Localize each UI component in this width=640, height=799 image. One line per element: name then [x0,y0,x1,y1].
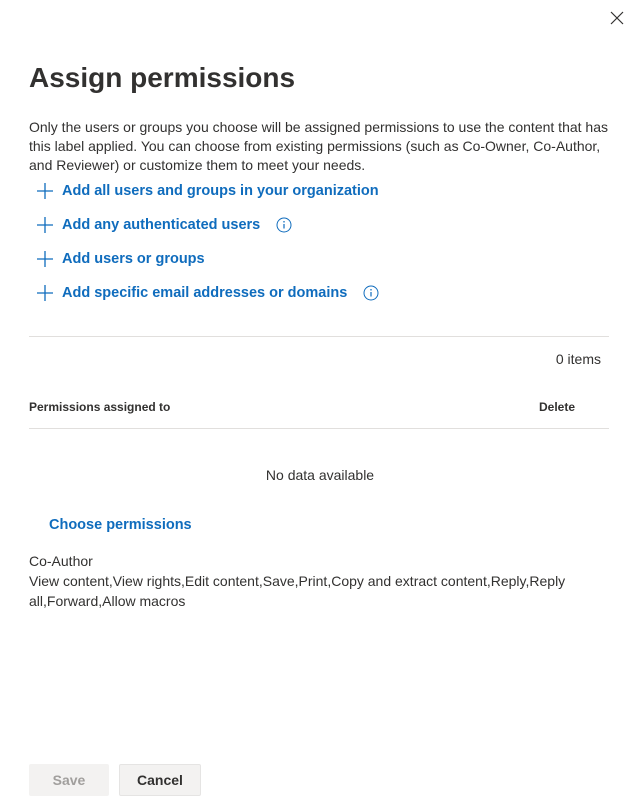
action-label: Add all users and groups in your organization [62,183,379,199]
action-label: Add any authenticated users [62,217,261,233]
plus-icon [36,182,54,200]
add-users-or-groups-link[interactable] [36,248,379,270]
close-button[interactable] [606,7,628,29]
divider [29,336,609,337]
action-label: Add users or groups [62,251,205,267]
save-button[interactable]: Save [29,764,109,796]
dialog-title: Assign permissions [29,62,296,93]
info-icon[interactable] [276,217,292,233]
selected-permission-name: Co-Author [29,553,93,569]
close-icon [610,11,624,25]
dialog-description: Only the users or groups you choose will be assigned permissions to use the content that has this label applied. You can choose from existing permissions (such as Co-Owner, Co-Author, and Reviewer) or customize them to meet your needs. [29,119,608,173]
cancel-button[interactable]: Cancel [119,764,201,796]
add-all-users-link[interactable] [36,180,379,202]
action-label: Add specific email addresses or domains [62,285,348,301]
item-count: 0 items [555,351,601,367]
plus-icon [36,284,54,302]
plus-icon [36,250,54,268]
table-header-divider [29,428,609,429]
plus-icon [36,216,54,234]
column-header-delete: Delete [539,400,576,414]
choose-permissions-link[interactable]: Choose permissions [49,517,192,533]
add-actions-list [36,180,379,316]
empty-table-message: No data available [265,467,375,483]
selected-permission-rights: View content,View rights,Edit content,Save,Print,Copy and extract content,Reply,Reply all,Forward,Allow macros [29,573,566,609]
column-header-permissions[interactable]: Permissions assigned to [29,400,171,414]
add-email-addresses-link[interactable] [36,282,379,304]
info-icon[interactable] [363,285,379,301]
add-authenticated-users-link[interactable] [36,214,379,236]
